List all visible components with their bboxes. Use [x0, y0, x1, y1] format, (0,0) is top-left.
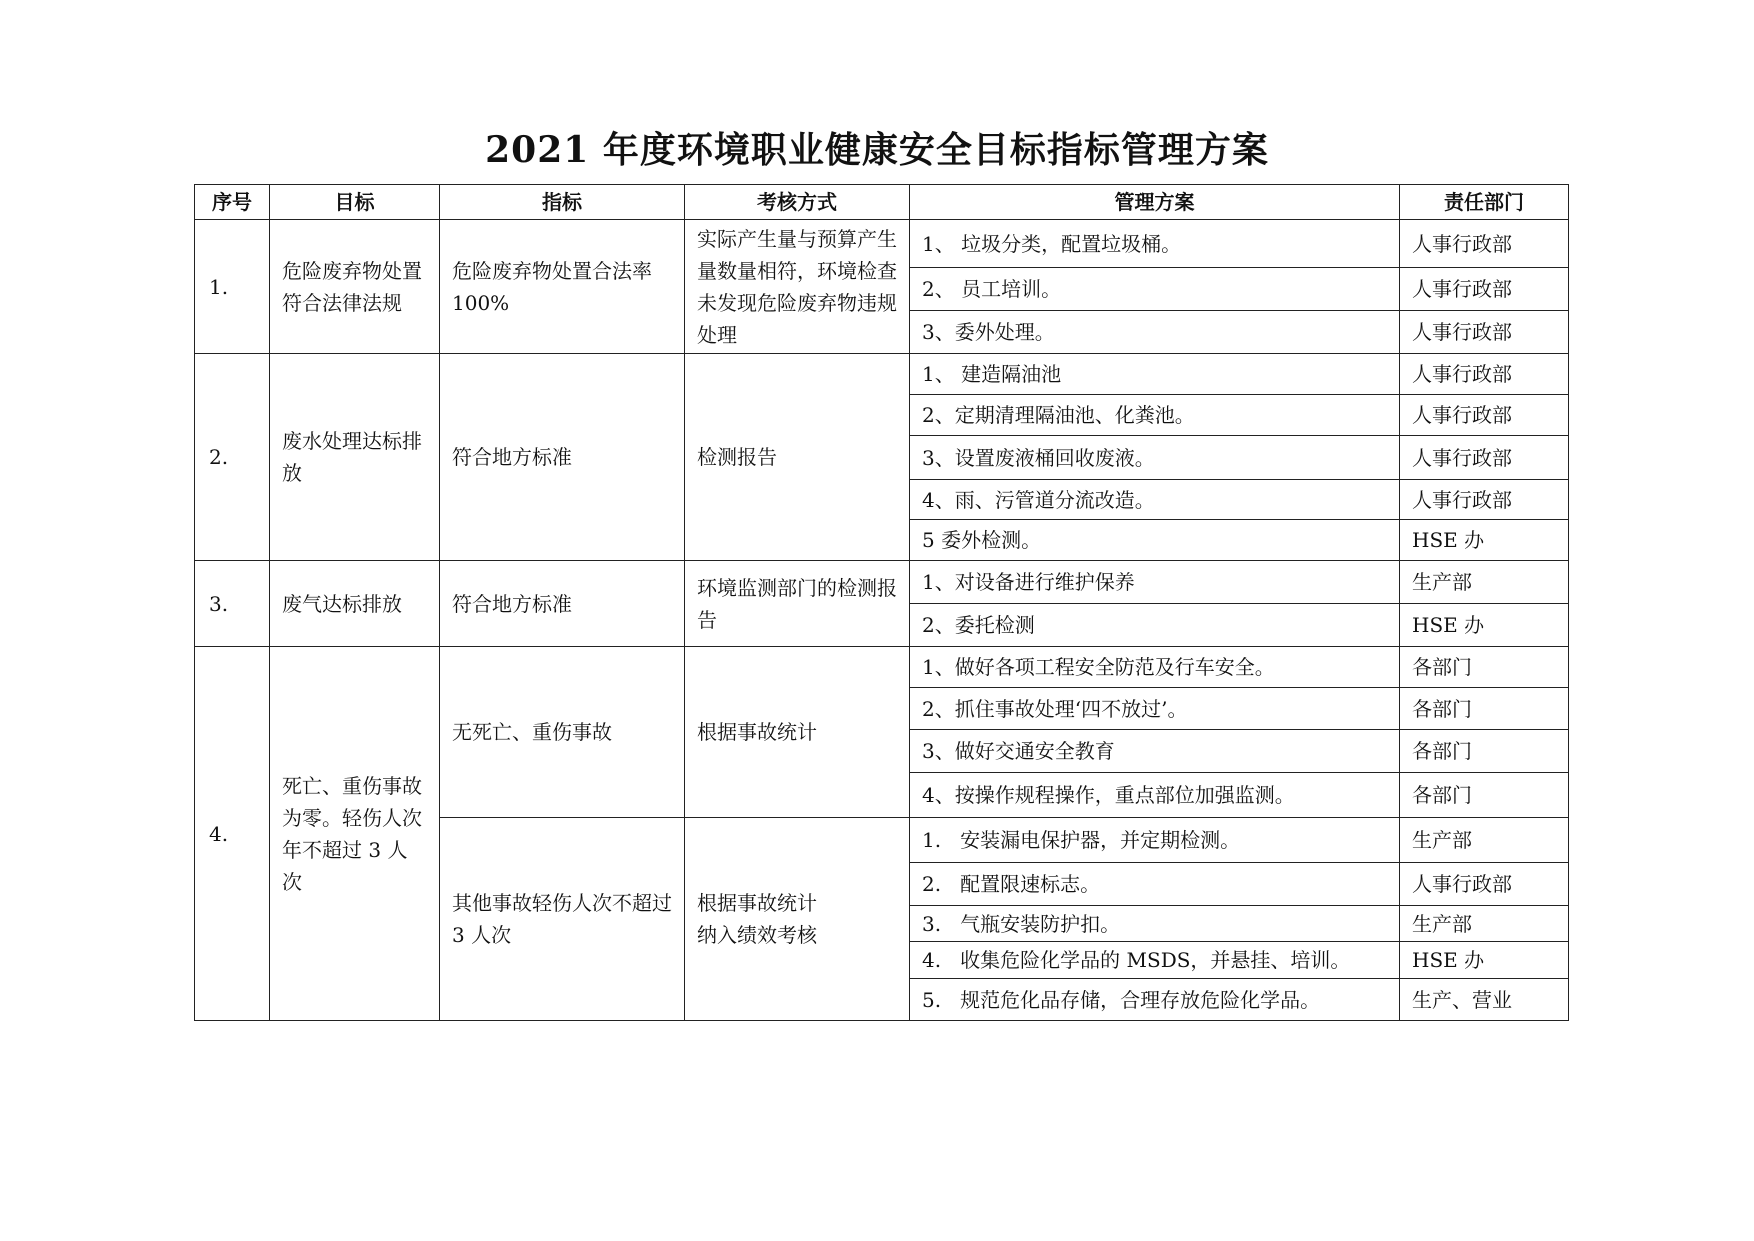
- plan-cell: 1、对设备进行维护保养: [910, 561, 1400, 604]
- dept-cell: 人事行政部: [1400, 395, 1569, 436]
- table-row: [195, 561, 1569, 604]
- plan-cell: 4、按操作规程操作，重点部位加强监测。: [910, 773, 1400, 818]
- plan-cell: 1. 安装漏电保护器，并定期检测。: [910, 818, 1400, 863]
- dept-cell: 生产部: [1400, 818, 1569, 863]
- seq-cell: 4.: [195, 647, 270, 1021]
- dept-cell: 人事行政部: [1400, 354, 1569, 395]
- indicator-cell: 无死亡、重伤事故: [440, 647, 685, 818]
- dept-cell: 生产部: [1400, 906, 1569, 942]
- plan-cell: 3、设置废液桶回收废液。: [910, 436, 1400, 480]
- dept-cell: 各部门: [1400, 730, 1569, 773]
- method-cell: 根据事故统计: [685, 647, 910, 818]
- indicator-cell: 符合地方标准: [440, 561, 685, 647]
- method-cell: 环境监测部门的检测报告: [685, 561, 910, 647]
- plan-cell: 2、委托检测: [910, 604, 1400, 647]
- target-cell: 废气达标排放: [270, 561, 440, 647]
- method-cell: 根据事故统计 纳入绩效考核: [685, 818, 910, 1021]
- plan-cell: 2. 配置限速标志。: [910, 863, 1400, 906]
- dept-cell: 人事行政部: [1400, 480, 1569, 520]
- table-row: [195, 220, 1569, 268]
- target-cell: 废水处理达标排放: [270, 354, 440, 561]
- header-plan: 管理方案: [910, 185, 1400, 220]
- table-row: [195, 647, 1569, 688]
- dept-cell: 生产部: [1400, 561, 1569, 604]
- plan-cell: 1、做好各项工程安全防范及行车安全。: [910, 647, 1400, 688]
- seq-cell: 2.: [195, 354, 270, 561]
- dept-cell: 人事行政部: [1400, 436, 1569, 480]
- plan-cell: 3、做好交通安全教育: [910, 730, 1400, 773]
- header-target: 目标: [270, 185, 440, 220]
- plan-cell: 3. 气瓶安装防护扣。: [910, 906, 1400, 942]
- plan-cell: 1、 垃圾分类，配置垃圾桶。: [910, 220, 1400, 268]
- dept-cell: HSE 办: [1400, 520, 1569, 561]
- plan-cell: 4. 收集危险化学品的 MSDS，并悬挂、培训。: [910, 942, 1400, 979]
- indicator-cell: 其他事故轻伤人次不超过 3 人次: [440, 818, 685, 1021]
- dept-cell: 生产、营业: [1400, 979, 1569, 1021]
- header-method: 考核方式: [685, 185, 910, 220]
- dept-cell: 人事行政部: [1400, 268, 1569, 311]
- plan-cell: 5 委外检测。: [910, 520, 1400, 561]
- method-cell: 实际产生量与预算产生量数量相符，环境检查未发现危险废弃物违规处理: [685, 220, 910, 354]
- management-plan-table: [194, 184, 1569, 1021]
- header-indicator: 指标: [440, 185, 685, 220]
- dept-cell: HSE 办: [1400, 604, 1569, 647]
- table-body: [195, 220, 1569, 1021]
- plan-cell: 1、 建造隔油池: [910, 354, 1400, 395]
- indicator-cell: 危险废弃物处置合法率100%: [440, 220, 685, 354]
- header-dept: 责任部门: [1400, 185, 1569, 220]
- target-cell: 危险废弃物处置符合法律法规: [270, 220, 440, 354]
- target-cell: 死亡、重伤事故为零。轻伤人次年不超过 3 人次: [270, 647, 440, 1021]
- dept-cell: 人事行政部: [1400, 220, 1569, 268]
- plan-cell: 4、雨、污管道分流改造。: [910, 480, 1400, 520]
- dept-cell: 人事行政部: [1400, 863, 1569, 906]
- plan-cell: 2、抓住事故处理‘四不放过’。: [910, 688, 1400, 730]
- indicator-cell: 符合地方标准: [440, 354, 685, 561]
- dept-cell: 人事行政部: [1400, 311, 1569, 354]
- header-row: [195, 185, 1569, 220]
- dept-cell: 各部门: [1400, 647, 1569, 688]
- table-row: [195, 354, 1569, 395]
- seq-cell: 1.: [195, 220, 270, 354]
- dept-cell: 各部门: [1400, 688, 1569, 730]
- plan-cell: 5. 规范危化品存储，合理存放危险化学品。: [910, 979, 1400, 1021]
- header-seq: 序号: [195, 185, 270, 220]
- method-cell: 检测报告: [685, 354, 910, 561]
- plan-cell: 2、定期清理隔油池、化粪池。: [910, 395, 1400, 436]
- dept-cell: HSE 办: [1400, 942, 1569, 979]
- page-title: 2021 年度环境职业健康安全目标指标管理方案: [485, 129, 1269, 171]
- seq-cell: 3.: [195, 561, 270, 647]
- plan-cell: 3、委外处理。: [910, 311, 1400, 354]
- plan-cell: 2、 员工培训。: [910, 268, 1400, 311]
- dept-cell: 各部门: [1400, 773, 1569, 818]
